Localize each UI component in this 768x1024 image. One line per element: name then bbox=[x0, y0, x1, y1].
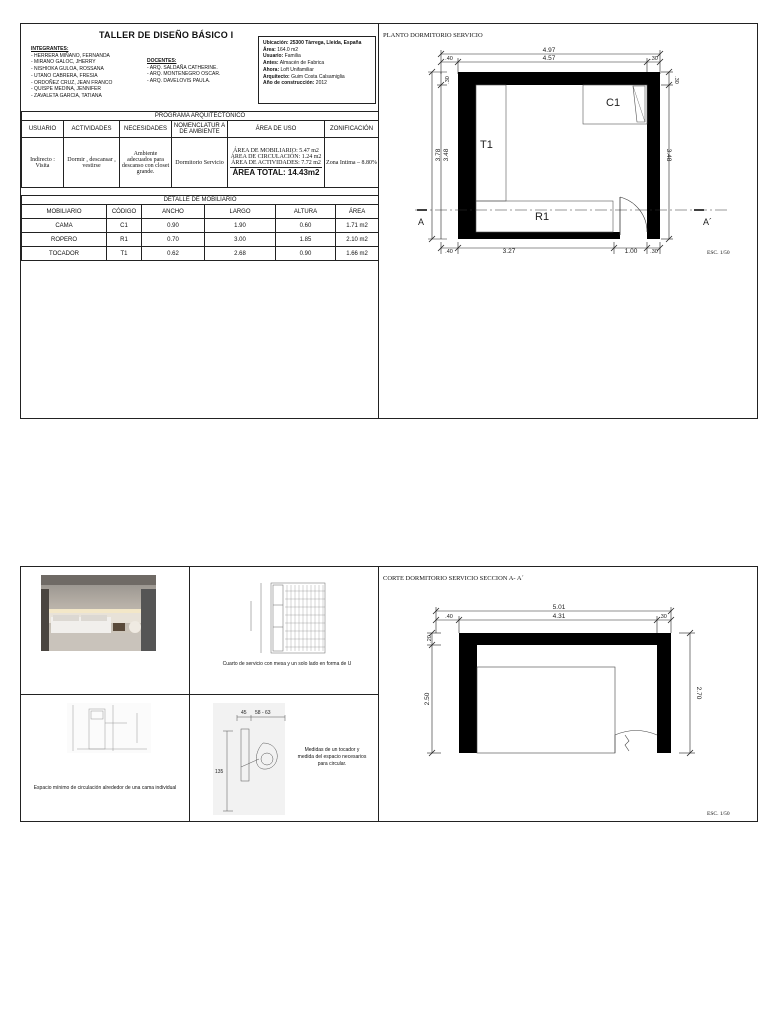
info-architect: Guim Costa Calsamiglia bbox=[291, 73, 345, 80]
furniture-cell: C1 bbox=[107, 219, 142, 233]
course-title: TALLER DE DISEÑO BÁSICO I bbox=[99, 30, 234, 40]
plan-dim-total-width: 4.97 bbox=[542, 47, 556, 54]
sheet-2-divider-h bbox=[21, 694, 378, 695]
furniture-cell: 0.60 bbox=[276, 219, 336, 233]
dresser-dim-b: 58 - 63 bbox=[255, 710, 271, 716]
furniture-cell: 1.85 bbox=[276, 233, 336, 247]
sheet-1 bbox=[20, 23, 758, 419]
furniture-cell: 0.62 bbox=[142, 247, 205, 261]
floor-plan-drawing bbox=[379, 24, 757, 284]
plan-dim-right-height: 3.48 bbox=[665, 148, 672, 162]
room-sketch bbox=[247, 581, 327, 657]
furniture-cell: 1.71 m2 bbox=[336, 219, 379, 233]
program-zoning: Zona Intima – 8.80% bbox=[325, 138, 379, 188]
plan-scale: ESC. 1/50 bbox=[707, 250, 730, 256]
team-member: - ZAVALETA GARCIA, TATIANA bbox=[31, 92, 102, 99]
info-label: Antes: bbox=[263, 60, 279, 67]
plan-label-c1: C1 bbox=[606, 97, 621, 109]
teacher: - ARQ. MONTENEGRO OSCAR. bbox=[147, 71, 221, 78]
caption-dresser: Medidas de un tocador y medida del espacio necesarios para circular. bbox=[297, 747, 367, 767]
furniture-cell: 0.90 bbox=[142, 219, 205, 233]
furniture-table bbox=[21, 195, 379, 261]
program-user: Indirecto : Visita bbox=[22, 138, 64, 188]
plan-section-right: A´ bbox=[703, 217, 712, 227]
furniture-header: ANCHO bbox=[142, 205, 205, 219]
furniture-cell: CAMA bbox=[22, 219, 107, 233]
info-label: Arquitecto: bbox=[263, 73, 290, 80]
plan-dim-bottom-mid: 3.27 bbox=[502, 248, 516, 255]
program-activities: Dormir , descansar , vestirse bbox=[64, 138, 120, 188]
team-member: - QUISPE MEDINA, JENNIFER bbox=[31, 86, 102, 93]
section-scale: ESC. 1/50 bbox=[707, 811, 730, 817]
plan-dim-inner-width: 4.57 bbox=[542, 55, 556, 62]
caption-room: Cuarto de servicio con mesa y un solo lado en forma de U bbox=[222, 661, 352, 667]
program-header: NECESIDADES bbox=[120, 121, 172, 138]
section-dim-left-wall: .40 bbox=[445, 614, 453, 620]
plan-label-t1: T1 bbox=[480, 139, 493, 151]
plan-dim-bottom-right: .30 bbox=[650, 249, 658, 255]
plan-title: PLANTO DORMITORIO SERVICIO bbox=[383, 32, 483, 39]
info-before: Almacén de Fabrica bbox=[279, 60, 325, 67]
section-dim-inner-width: 4.31 bbox=[552, 613, 566, 620]
furniture-header: ALTURA bbox=[276, 205, 336, 219]
furniture-cell: 0.90 bbox=[276, 247, 336, 261]
section-dim-total-width: 5.01 bbox=[552, 604, 566, 611]
sheet-2 bbox=[20, 566, 758, 822]
furniture-cell: 1.66 m2 bbox=[336, 247, 379, 261]
info-user: Familia bbox=[284, 53, 301, 60]
furniture-header: LARGO bbox=[205, 205, 276, 219]
furniture-cell: T1 bbox=[107, 247, 142, 261]
team-member: - MIRANO GALOC, JHERRY bbox=[31, 59, 96, 66]
furniture-header: CÓDIGO bbox=[107, 205, 142, 219]
program-table bbox=[21, 111, 379, 188]
table-row bbox=[22, 247, 379, 261]
program-header: ZONIFICACIÓN bbox=[325, 121, 379, 138]
program-header: ACTIVIDADES bbox=[64, 121, 120, 138]
team-member: - UTANO CABRERA, FRESIA bbox=[31, 72, 98, 79]
program-heading: PROGRAMA ARQUITECTÓNICO bbox=[22, 112, 379, 121]
plan-dim-right-wall: .30 bbox=[650, 56, 658, 62]
area-activities: ÁREA DE ACTIVIDADES: 7.72 m2 bbox=[231, 160, 321, 166]
plan-dim-bottom-left: .40 bbox=[445, 249, 453, 255]
section-dim-inner-height: 2.50 bbox=[424, 692, 431, 706]
teacher: - ARQ. SALDAÑA CATHERINE. bbox=[147, 64, 218, 71]
table-row bbox=[22, 233, 379, 247]
section-title: CORTE DORMITORIO SERVICIO SECCION A- A´ bbox=[383, 575, 524, 582]
furniture-cell: 0.70 bbox=[142, 233, 205, 247]
project-info-box bbox=[258, 36, 376, 104]
area-circulation: ÁREA DE CIRCULACIÓN: 1.24 m2 bbox=[230, 154, 322, 160]
program-needs: Ambiente adecuados para descanso con closet grande. bbox=[120, 138, 172, 188]
info-location: 25300 Tàrrega, Lleida, España bbox=[289, 40, 362, 46]
team-member: - ORDOÑEZ CRUZ, JEAN FRANCO bbox=[31, 79, 113, 86]
bedroom-photo-image bbox=[41, 575, 156, 651]
furniture-heading: DETALLE DE MOBILIARIO bbox=[22, 196, 379, 205]
plan-dim-top-wall: .30 bbox=[445, 76, 451, 84]
furniture-cell: 2.10 m2 bbox=[336, 233, 379, 247]
info-label: Ubicación: bbox=[263, 40, 289, 46]
dresser-dim-a: 45 bbox=[241, 710, 247, 716]
furniture-cell: TOCADOR bbox=[22, 247, 107, 261]
furniture-cell: 3.00 bbox=[205, 233, 276, 247]
section-drawing bbox=[379, 567, 757, 767]
area-total: ÁREA TOTAL: 14.43m2 bbox=[230, 167, 322, 177]
area-furniture: ÁREA DE MOBILIARIO: 5.47 m2 bbox=[233, 148, 319, 154]
furniture-cell: R1 bbox=[107, 233, 142, 247]
furniture-cell: 1.90 bbox=[205, 219, 276, 233]
furniture-cell: 2.68 bbox=[205, 247, 276, 261]
info-label: Área: bbox=[263, 46, 276, 53]
info-label: Ahora: bbox=[263, 66, 280, 73]
furniture-header: MOBILIARIO bbox=[22, 205, 107, 219]
info-now: Loft Unifamiliar bbox=[280, 66, 314, 73]
caption-bed: Espacio mínimo de circulación alrededor de una cama individual bbox=[33, 785, 177, 791]
info-year: 2012 bbox=[315, 80, 327, 87]
program-header: USUARIO bbox=[22, 121, 64, 138]
info-label: Usuario: bbox=[263, 53, 284, 60]
plan-dim-left-wall: .40 bbox=[445, 56, 453, 62]
teacher: - ARQ. DAVELOVIS PAULA. bbox=[147, 78, 211, 85]
team-member: - HERRERA MIÑANO, FERNANDA bbox=[31, 52, 110, 59]
dresser-sketch bbox=[211, 703, 307, 819]
furniture-cell: ROPERO bbox=[22, 233, 107, 247]
section-dim-right-wall: .30 bbox=[659, 614, 667, 620]
info-area: 164.0 m2 bbox=[277, 46, 299, 53]
dresser-dim-c: 135 bbox=[215, 769, 224, 775]
plan-dim-inner-height: 3.48 bbox=[443, 148, 450, 162]
program-room-name: Dormitorio Servicio bbox=[172, 138, 228, 188]
plan-dim-bottom-door: 1.00 bbox=[624, 248, 638, 255]
plan-dim-top-right: .30 bbox=[673, 76, 679, 84]
program-header: NOMENCLATUR A DE AMBIENTE bbox=[172, 121, 228, 138]
plan-section-left: A bbox=[418, 217, 425, 227]
plan-label-r1: R1 bbox=[535, 211, 550, 223]
teachers-label: DOCENTES: bbox=[147, 58, 177, 64]
program-area-cell bbox=[228, 138, 325, 188]
plan-dim-total-height: 3.78 bbox=[435, 148, 442, 162]
teacher-list bbox=[147, 58, 257, 85]
info-label: Año de construcción: bbox=[263, 80, 315, 87]
bedroom-photo bbox=[41, 575, 156, 651]
section-dim-top-wall: .20 bbox=[427, 635, 433, 643]
program-header: ÁREA DE USO bbox=[228, 121, 325, 138]
team-member: - NISHIOKA GULOA, ROSSANA bbox=[31, 66, 104, 73]
bed-sketch bbox=[67, 703, 151, 753]
section-dim-total-height: 2.70 bbox=[695, 686, 702, 700]
team-label: INTEGRANTES: bbox=[31, 46, 69, 52]
team-list bbox=[31, 46, 141, 100]
furniture-header: ÁREA bbox=[336, 205, 379, 219]
table-row bbox=[22, 219, 379, 233]
